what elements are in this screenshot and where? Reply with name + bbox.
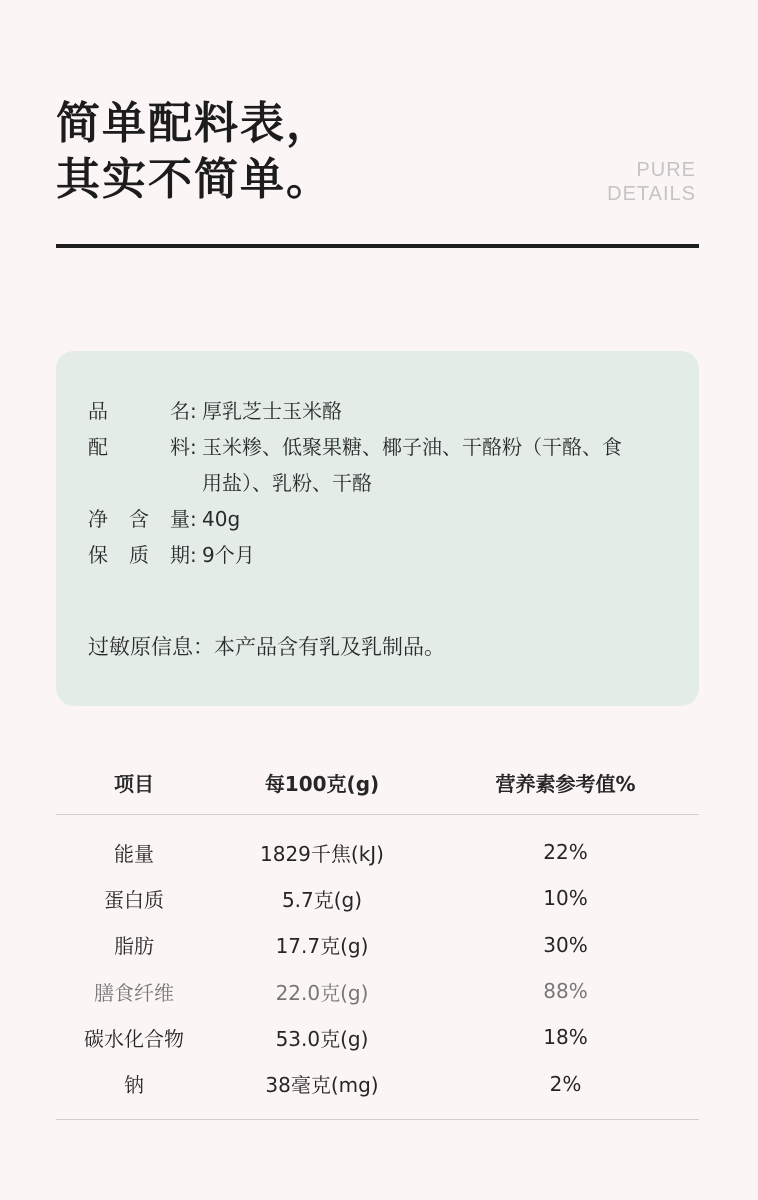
product-name-row: 品 名 : 厚乳芝士玉米酪	[88, 393, 669, 429]
table-row	[56, 968, 699, 1014]
nutrition-table-header	[56, 760, 699, 804]
headline-line-1: 简单配料表，	[56, 98, 332, 149]
tag-line-1: PURE	[636, 159, 696, 181]
row-nrv: 88%	[543, 979, 588, 1004]
shelf-life-row: 保 质 期 : 9个月	[88, 537, 669, 573]
ingredients-label: 配 料	[88, 435, 190, 459]
net-content-value: 40g	[202, 507, 241, 531]
row-per-100g: 17.7克(g)	[275, 934, 369, 959]
shelf-life-label: 保 质 期	[88, 543, 190, 567]
row-per-100g: 5.7克(g)	[281, 887, 363, 912]
row-item: 蛋白质	[104, 887, 164, 912]
table-row	[56, 922, 699, 968]
row-nrv: 22%	[543, 840, 588, 865]
row-item: 钠	[124, 1073, 144, 1098]
ingredients-row: 配 料 : 玉米糁、低聚果糖、椰子油、干酪粉（干酪、食 用盐）、乳粉、干酪	[88, 429, 669, 501]
row-nrv: 10%	[543, 886, 588, 911]
header-divider	[56, 244, 699, 248]
nutrition-table	[56, 760, 699, 1120]
row-nrv: 2%	[549, 1071, 582, 1096]
product-name-value: 厚乳芝士玉米酪	[202, 399, 342, 423]
product-info-card	[56, 351, 699, 706]
header-item: 项目	[114, 771, 154, 796]
shelf-life-value: 9个月	[202, 543, 255, 567]
net-content-row: 净 含 量 : 40g	[88, 501, 669, 537]
row-nrv: 18%	[543, 1025, 588, 1050]
row-per-100g: 53.0克(g)	[275, 1026, 369, 1051]
row-item: 脂肪	[114, 934, 154, 959]
allergen-info: 过敏原信息：本产品含有乳及乳制品。	[88, 635, 445, 659]
header-nrv: 营养素参考值%	[495, 771, 636, 796]
row-per-100g: 22.0克(g)	[275, 980, 369, 1005]
table-row	[56, 1014, 699, 1060]
row-item: 膳食纤维	[94, 980, 174, 1005]
row-per-100g: 1829千焦(kJ)	[260, 841, 384, 866]
table-row	[56, 829, 699, 875]
headline-line-2: 其实不简单。	[56, 154, 332, 205]
row-item: 碳水化合物	[84, 1026, 184, 1051]
ingredients-line-2: 用盐）、乳粉、干酪	[202, 471, 372, 495]
nutrition-table-body	[56, 815, 699, 1119]
tag-line-2: DETAILS	[607, 183, 696, 205]
row-per-100g: 38毫克(mg)	[265, 1073, 379, 1098]
table-bottom-divider	[56, 1119, 699, 1120]
product-name-label: 品 名	[88, 399, 190, 423]
pure-details-tag	[607, 158, 696, 206]
row-item: 能量	[114, 841, 154, 866]
header-per-100g: 每100克(g)	[264, 771, 380, 796]
net-content-label: 净 含 量	[88, 507, 190, 531]
ingredients-value	[202, 429, 669, 501]
row-nrv: 30%	[543, 932, 588, 957]
ingredients-line-1: 玉米糁、低聚果糖、椰子油、干酪粉（干酪、食	[202, 435, 622, 459]
table-row	[56, 875, 699, 921]
headline	[56, 96, 332, 208]
table-row	[56, 1060, 699, 1106]
